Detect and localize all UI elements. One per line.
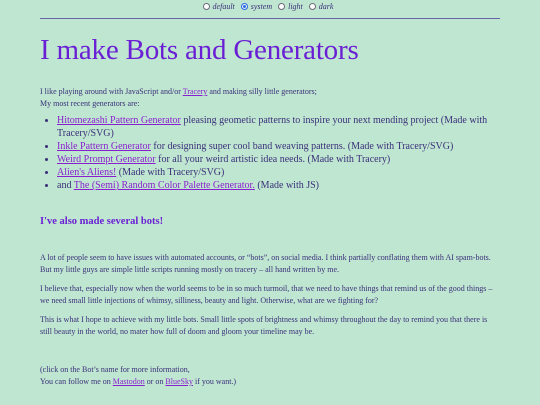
generator-desc: for all your weird artistic idea needs. (Made with Tracery) xyxy=(155,154,391,165)
intro-text-after: and making silly little generators; xyxy=(207,87,317,96)
mastodon-link[interactable]: Mastodon xyxy=(112,377,145,386)
generator-list xyxy=(40,114,517,192)
theme-option-dark[interactable] xyxy=(309,2,334,11)
theme-label-default: default xyxy=(212,2,235,11)
generator-link-aliens[interactable]: Alien's Aliens! xyxy=(57,167,117,178)
radio-system[interactable] xyxy=(241,3,248,10)
radio-dark[interactable] xyxy=(309,3,316,10)
generator-link-weird-prompt[interactable]: Weird Prompt Generator xyxy=(57,154,156,165)
generator-desc: for designing super cool band weaving patterns. (Made with Tracery/SVG) xyxy=(150,141,454,152)
tracery-link[interactable]: Tracery xyxy=(182,87,208,96)
bluesky-link[interactable]: BlueSky xyxy=(165,377,193,386)
page-title: I make Bots and Generators xyxy=(40,34,359,66)
footer-line-1: (click on the Bot’s name for more information, xyxy=(40,365,190,374)
generator-prefix: and xyxy=(57,180,74,191)
generator-desc: pleasing geometic patterns to inspire your next mending project (Made with Tracery/SVG) xyxy=(57,115,488,139)
generator-desc: (Made with JS) xyxy=(254,180,320,191)
radio-light[interactable] xyxy=(278,3,285,10)
bots-paragraph-2: I believe that, especially now when the world seems to be in so much turmoil, that we need to have things that remind us of the good things – we need small little injections of whimsy, silliness, beauty and light. Otherwise, what are we fighting for? xyxy=(40,284,493,305)
radio-default[interactable] xyxy=(203,3,210,10)
theme-label-dark: dark xyxy=(318,2,334,11)
list-item xyxy=(57,166,517,179)
theme-option-system[interactable] xyxy=(241,2,272,11)
list-item xyxy=(57,114,517,140)
theme-label-light: light xyxy=(288,2,303,11)
bots-heading: I've also made several bots! xyxy=(40,216,164,227)
list-item xyxy=(57,179,517,192)
intro-line-2: My most recent generators are: xyxy=(40,99,140,108)
list-item xyxy=(57,153,517,166)
footer-text-after: if you want.) xyxy=(192,377,237,386)
generator-link-inkle[interactable]: Inkle Pattern Generator xyxy=(57,141,151,152)
list-item xyxy=(57,140,517,153)
generator-desc: (Made with Tracery/SVG) xyxy=(116,167,225,178)
generator-link-hitomezashi[interactable]: Hitomezashi Pattern Generator xyxy=(57,115,181,126)
header-divider xyxy=(40,18,500,19)
generator-link-color-palette[interactable]: The (Semi) Random Color Palette Generator. xyxy=(73,180,255,191)
theme-switcher xyxy=(0,2,540,11)
theme-label-system: system xyxy=(250,2,273,11)
bots-paragraph-3: This is what I hope to achieve with my little bots. Small little spots of brightness and whimsy throughout the day to remind you that there is still beauty in the world, no mater how full of doom and gloom your timeline may be. xyxy=(40,315,488,336)
footer-text: You can follow me on xyxy=(40,377,113,386)
theme-option-default[interactable] xyxy=(203,2,235,11)
theme-option-light[interactable] xyxy=(278,2,303,11)
footer-text-mid: or on xyxy=(144,377,166,386)
bots-paragraph-1: A lot of people seem to have issues with automated accounts, or “bots”, on social media. I think partially conflating them with AI spam-bots. But my little guys are simple little scripts running mostly on tracery – all hand written by me. xyxy=(40,253,491,274)
intro-paragraph xyxy=(40,86,500,110)
intro-text: I like playing around with JavaScript and/or xyxy=(40,87,183,96)
footer-note xyxy=(40,364,500,388)
